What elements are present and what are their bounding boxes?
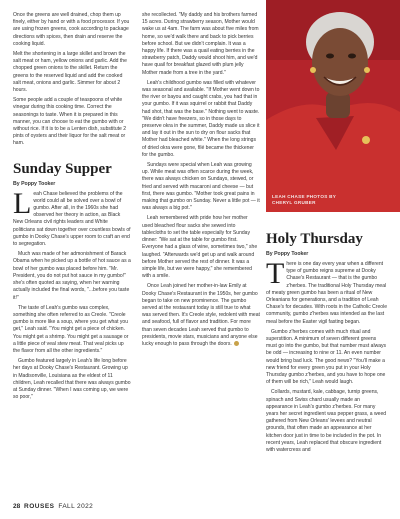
- sunday-byline: By Poppy Tooker: [13, 180, 56, 187]
- sunday-supper-heading: Sunday Supper: [13, 160, 112, 177]
- article-paragraph: Leah's childhood gumbo was filled with whatever was seasonal and available. "If Mother went down to the river or bayou and caught crabs, you had that in your gumbo. If it was squirrel or rabbit that Daddy had shot, that was the base." Nothing went to waste. "We didn't have freezers, so in those days to preserve okra in the summer, Daddy made us slice it and lay it out in the sun to dry on flour sacks that Mother had bleached white." When the long strings of dried okra were gone, filé became the thickener for the gumbo.: [142, 79, 260, 158]
- recipe-paragraph: Melt the shortening in a large skillet and brown the salt meat or ham, yellow onions and garlic. Add the chopped green onions to the skillet. Return the greens to the reserved liquid and add the cooked salt meat, onions and garlic. Simmer for about 2 hours.: [13, 51, 127, 94]
- lead-text: here is one day every year when a different type of gumbo reigns supreme at Dooky Chase's Restaurant — that is the gumbo z'herbes. The traditional Holy Thursday meal of meaty green gumbo has been a ritual of New Orleanians for generations, and a tradition of Leah Chase's for decades. With roots in the Catholic Creole community, gumbo z'herbes was intended as the last meal before the Easter vigil fasting began.: [266, 261, 388, 325]
- leah-chase-photo: [266, 0, 400, 212]
- article-paragraph: Gumbo featured largely in Leah's life long before her days at Dooky Chase's Restaurant. Growing up in Madisonville, Louisiana as the eldest of 11 children, Leah recalled that there was always gumbo at Sunday dinner. "When I was coming up, we were so poor,": [13, 358, 131, 401]
- recipe-paragraph: Some people add a couple of teaspoons of white vinegar during this cooking time. Correct the seasonings to taste. When it is prepared in this manner, you can choose to eat the gumbo with or without rice. If it is to be a Lenten dish, substitute 2 pints of oysters and their liquor for the salt meat or ham.: [13, 97, 127, 147]
- recipe-paragraph: Once the greens are well drained, chop them up finely, either by hand or with a food processor. If you are using frozen greens, cook according to package directions with spices, then drain and reserve the cooking liquid.: [13, 12, 130, 47]
- end-mark-icon: [234, 341, 239, 346]
- lead-text: eah Chase believed the problems of the world could all be solved over a bowl of gumbo. After all, in the 1960s she had observed her theory in action, as Black New Orleans civil rights leaders and White politicians sat down together over countless bowls of gumbo in Dooky Chase's upper room to craft an end to segregation.: [13, 190, 131, 248]
- article-paragraph: Much was made of her admonishment of Barack Obama when he picked up a bottle of hot sauce as a bowl of her gumbo was placed before him. "Mr. President, you do not put hot sauce in my gumbo!" she's often quoted as saying, when her warning actually included the final words, "...before you taste it!": [13, 251, 131, 301]
- brand-name: ROUSES: [24, 503, 55, 510]
- page-footer: [13, 503, 93, 510]
- issue-label: FALL 2022: [58, 503, 94, 510]
- holy-lead-paragraph: [266, 257, 388, 326]
- column-1: [13, 12, 131, 404]
- article-paragraph: Leah remembered with pride how her mother used bleached flour sacks she sewed into tablecloths to set the table especially for Sunday dinner: "We sat at the table for gumbo first. Everyone had a glass of wine, sometimes two," she laughed. "Afterwards we'd get up and walk around before Mother served the rest of dinner. It was a simple life, but we were happy," she remembered with a smile.: [142, 215, 258, 280]
- photo-credit-line: LEAH CHASE PHOTOS BY: [272, 194, 337, 199]
- page-number: 28: [13, 503, 21, 510]
- article-paragraph: [142, 283, 260, 348]
- column-3: [266, 230, 388, 457]
- column-2: [142, 12, 260, 351]
- photo-credit-name: CHERYL GRUBER: [272, 200, 316, 205]
- drop-cap: T: [266, 257, 285, 290]
- photo-credit: [272, 194, 336, 206]
- article-paragraph: she recollected. "My daddy and his brothers farmed 15 acres. During strawberry season, Mother would wake us at 4am. The farm was about five miles from home, so we'd walk there and back to pick berries before school. But we didn't complain. It was a happy life. If there was a quail eating berries in the strawberry patch, Daddy would shoot him, and we'd have quail for breakfast glazed with plum jelly Mother made from a tree in the yard.": [142, 12, 259, 76]
- holy-thursday-heading: Holy Thursday: [266, 231, 363, 247]
- closing-text: Once Leah joined her mother-in-law Emily at Dooky Chase's Restaurant in the 1950s, her gumbo began to take on new prominence. The gumbo served at the restaurant today is still true to what was served then. It's Creole style, redolent with meat and seafood, full of flavor and tradition. For more than seven decades Leah served that gumbo to presidents, movie stars, musicians and anyone else lucky enough to pass through the doors.: [142, 283, 260, 347]
- article-paragraph: Sundays were special when Leah was growing up. While meat was often scarce during the week, there was always chicken on Sundays, stewed, or fried and served with macaroni and cheese — but first, there was gumbo. "Mother took great pains in making that gumbo on Sunday. Never a little pot — it was always a big pot.": [142, 162, 260, 212]
- portrait-illustration: [266, 0, 400, 212]
- article-paragraph: Gumbo z'herbes comes with much ritual and superstition. A minimum of seven different greens must go into the gumbo, but that number must always be odd — increasing to nine or 11. An even number would bring bad luck. The good news? "You'll make a new friend for every green you put in your Holy Thursday gumbo z'herbes, and you have to hope one of them will be rich," Leah would laugh.: [266, 328, 387, 386]
- article-paragraph: The taste of Leah's gumbo was complex, something she often referred to as Creole. "Creole gumbo is more like a soup, where you get what you get," Leah said. "You might get a piece of chicken. You might get a shrimp. You might get a sausage or a little piece of veal stew meat. That veal picks up the flavor from all the other ingredients.": [13, 304, 129, 354]
- article-paragraph: Collards, mustard, kale, cabbage, turnip greens, spinach and Swiss chard usually made an appearance in Leah's gumbo z'herbes. For many years her secret ingredient was pepper grass, a weed gathered from New Orleans' levees and neutral grounds, that often made an appearance at her kitchen door just in time to be included in the pot. In recent years, Leah replaced that obscure ingredient with watercress and: [266, 389, 387, 454]
- sunday-lead-paragraph: [13, 186, 131, 249]
- holy-byline: By Poppy Tooker: [266, 251, 309, 257]
- drop-cap: L: [13, 186, 32, 220]
